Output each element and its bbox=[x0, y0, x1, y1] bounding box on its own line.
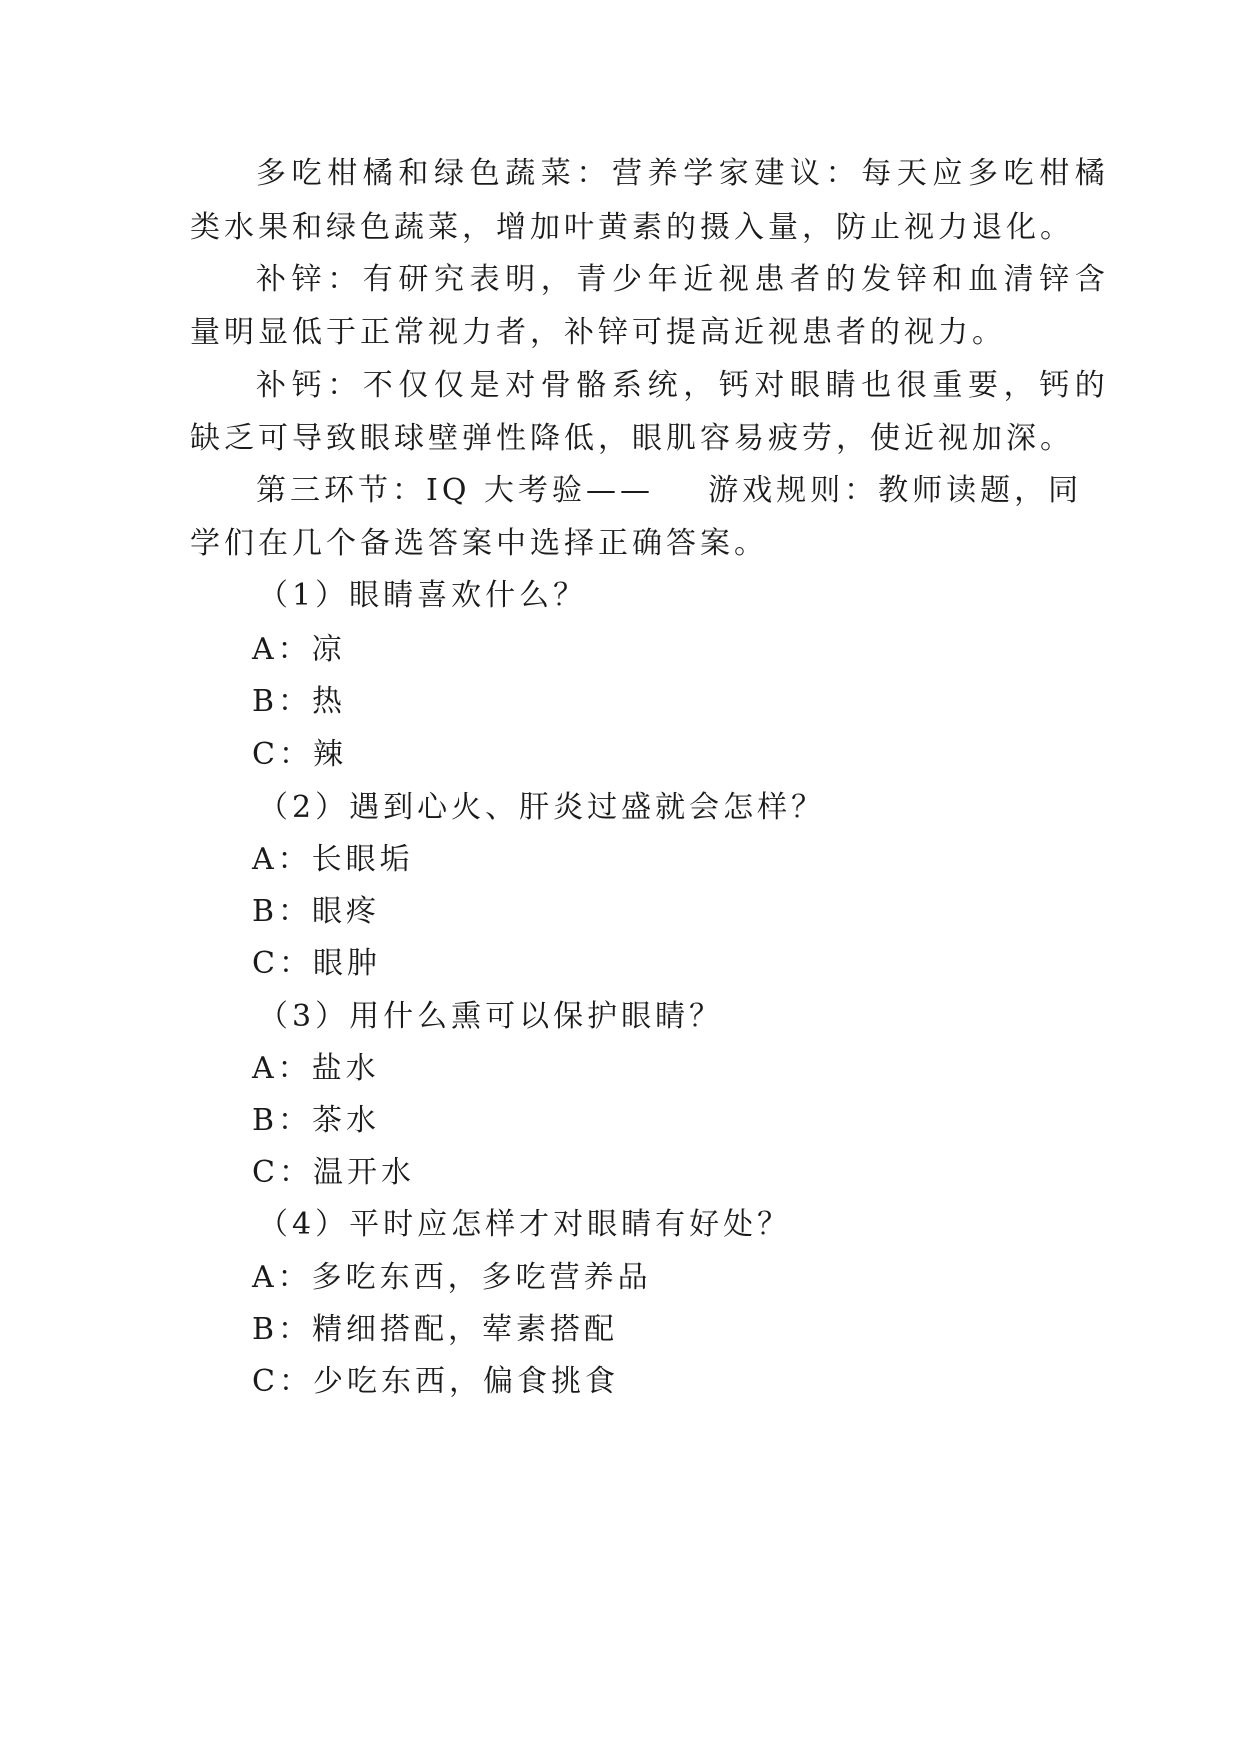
paragraph-line: 类水果和绿色蔬菜，增加叶黄素的摄入量，防止视力退化。 bbox=[190, 210, 1074, 245]
paragraph-line: 量明显低于正常视力者，补锌可提高近视患者的视力。 bbox=[190, 315, 1006, 350]
answer-option: B：热 bbox=[252, 684, 347, 719]
paragraph-line: 缺乏可导致眼球壁弹性降低，眼肌容易疲劳，使近视加深。 bbox=[190, 421, 1074, 456]
paragraph-line: 第三环节：IQ 大考验—— 游戏规则：教师读题，同 bbox=[256, 473, 1083, 508]
answer-option: C：辣 bbox=[252, 737, 347, 772]
answer-option: C：眼肿 bbox=[252, 946, 381, 981]
answer-option: B：眼疼 bbox=[252, 894, 381, 929]
answer-option: B：茶水 bbox=[252, 1103, 381, 1138]
paragraph-line: 多吃柑橘和绿色蔬菜：营养学家建议：每天应多吃柑橘 bbox=[256, 156, 1111, 191]
question-title: （4）平时应怎样才对眼睛有好处？ bbox=[258, 1207, 792, 1242]
answer-option: A：多吃东西，多吃营养品 bbox=[252, 1260, 652, 1295]
paragraph-line: 补锌：有研究表明，青少年近视患者的发锌和血清锌含 bbox=[256, 262, 1111, 297]
answer-option: C：少吃东西，偏食挑食 bbox=[252, 1364, 619, 1399]
question-title: （1）眼睛喜欢什么？ bbox=[258, 578, 588, 613]
answer-option: A：长眼垢 bbox=[252, 842, 414, 877]
paragraph-line: 补钙：不仅仅是对骨骼系统，钙对眼睛也很重要，钙的 bbox=[256, 368, 1111, 403]
answer-option: A：盐水 bbox=[252, 1051, 380, 1086]
paragraph-line: 学们在几个备选答案中选择正确答案。 bbox=[190, 526, 768, 561]
question-title: （2）遇到心火、肝炎过盛就会怎样？ bbox=[258, 790, 826, 825]
answer-option: C：温开水 bbox=[252, 1155, 415, 1190]
question-title: （3）用什么熏可以保护眼睛？ bbox=[258, 999, 724, 1034]
answer-option: A：凉 bbox=[252, 632, 346, 667]
answer-option: B：精细搭配，荤素搭配 bbox=[252, 1312, 619, 1347]
